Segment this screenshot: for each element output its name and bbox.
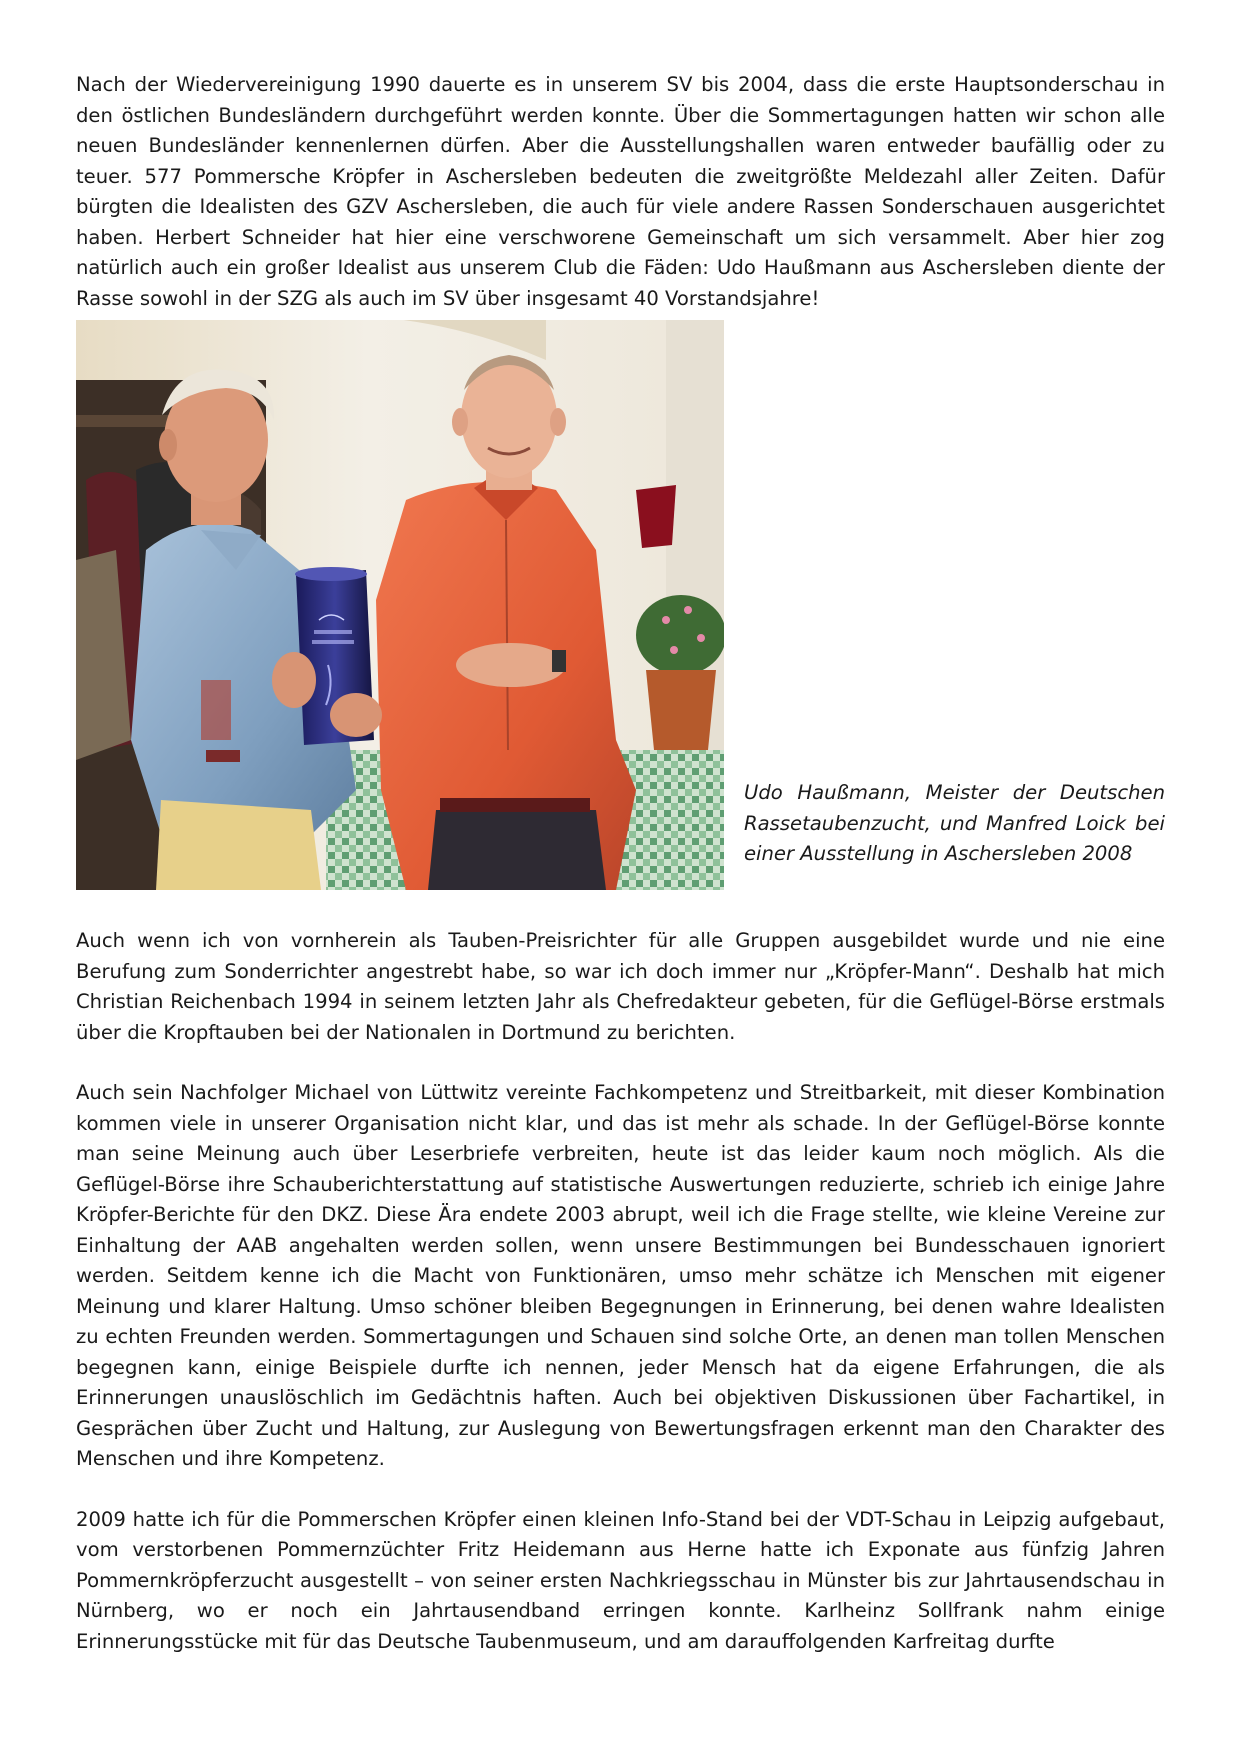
document-page bbox=[76, 70, 1165, 1657]
figure bbox=[76, 320, 1165, 890]
photo bbox=[76, 320, 724, 890]
paragraph-gap bbox=[76, 1048, 1165, 1078]
paragraph-2: Auch wenn ich von vornherein als Tauben-Preisrichter für alle Gruppen ausgebildet wurde und nie eine Berufung zum Sonderrichter angestrebt habe, so war ich doch immer nur „Kröpfer-Mann“. Deshalb hat mich Christian Reichenbach 1994 in seinem letzten Jahr als Chefredakteur gebeten, für die Geflügel-Börse erstmals über die Kropftauben bei der Nationalen in Dortmund zu berichten. bbox=[76, 929, 1165, 1044]
paragraph-3: Auch sein Nachfolger Michael von Lüttwitz vereinte Fachkompetenz und Streitbarkeit, mit dieser Kombination kommen viele in unserer Organisation nicht klar, und das ist mehr als schade. In der Geflügel-Börse konnte man seine Meinung auch über Leserbriefe verbreiten, heute ist das leider kaum noch möglich. Als die Geflügel-Börse ihre Schauberichterstattung auf statistische Auswertungen reduzierte, schrieb ich einige Jahre Kröpfer-Berichte für den DKZ. Diese Ära endete 2003 abrupt, weil ich die Frage stellte, wie kleine Vereine zur Einhaltung der AAB angehalten werden sollen, wenn unsere Bestimmungen bei Bundesschauen ignoriert werden. Seitdem kenne ich die Macht von Funktionären, umso mehr schätze ich Menschen mit eigener Meinung und klarer Haltung. Umso schöner bleiben Begegnungen in Erinnerung, bei denen wahre Idealisten zu echten Freunden werden. Sommertagungen und Schauen sind solche Orte, an denen man tollen Menschen begegnen kann, einige Beispiele durfte ich nennen, jeder Mensch hat da eigene Erfahrungen, die als Erinnerungen unauslöschlich im Gedächtnis haften. Auch bei objektiven Diskussionen über Fachartikel, in Gesprächen über Zucht und Haltung, zur Auslegung von Bewertungsfragen erkennt man den Charakter des Menschen und ihre Kompetenz. bbox=[76, 1081, 1165, 1470]
paragraph-1: Nach der Wiedervereinigung 1990 dauerte es in unserem SV bis 2004, dass die erste Hauptsonderschau in den östlichen Bundesländern durchgeführt werden konnte. Über die Sommertagungen hatten wir schon alle neuen Bundesländer kennenlernen dürfen. Aber die Ausstellungshallen waren entweder baufällig oder zu teuer. 577 Pommersche Kröpfer in Aschersleben bedeuten die zweitgrößte Meldezahl aller Zeiten. Dafür bürgten die Idealisten des GZV Aschersleben, die auch für viele andere Rassen Sonderschauen ausgerichtet haben. Herbert Schneider hat hier eine verschworene Gemeinschaft um sich versammelt. Aber hier zog natürlich auch ein großer Idealist aus unserem Club die Fäden: Udo Haußmann aus Aschersleben diente der Rasse sowohl in der SZG als auch im SV über insgesamt 40 Vorstandsjahre! bbox=[76, 73, 1165, 310]
photo-caption: Udo Haußmann, Meister der Deutschen Rassetaubenzucht, und Manfred Loick bei einer Ausstellung in Aschersleben 2008 bbox=[744, 781, 1165, 865]
paragraph-4: 2009 hatte ich für die Pommerschen Kröpfer einen kleinen Info-Stand bei der VDT-Schau in Leipzig aufgebaut, vom verstorbenen Pommernzüchter Fritz Heidemann aus Herne hatte ich Exponate aus fünfzig Jahren Pommernkröpferzucht ausgestellt – von seiner ersten Nachkriegsschau in Münster bis zur Jahrtausendschau in Nürnberg, wo er noch ein Jahrtausendband erringen konnte. Karlheinz Sollfrank nahm einige Erinnerungsstücke mit für das Deutsche Taubenmuseum, und am darauffolgenden Karfreitag durfte bbox=[76, 1507, 1165, 1653]
paragraph-gap bbox=[76, 1475, 1165, 1505]
